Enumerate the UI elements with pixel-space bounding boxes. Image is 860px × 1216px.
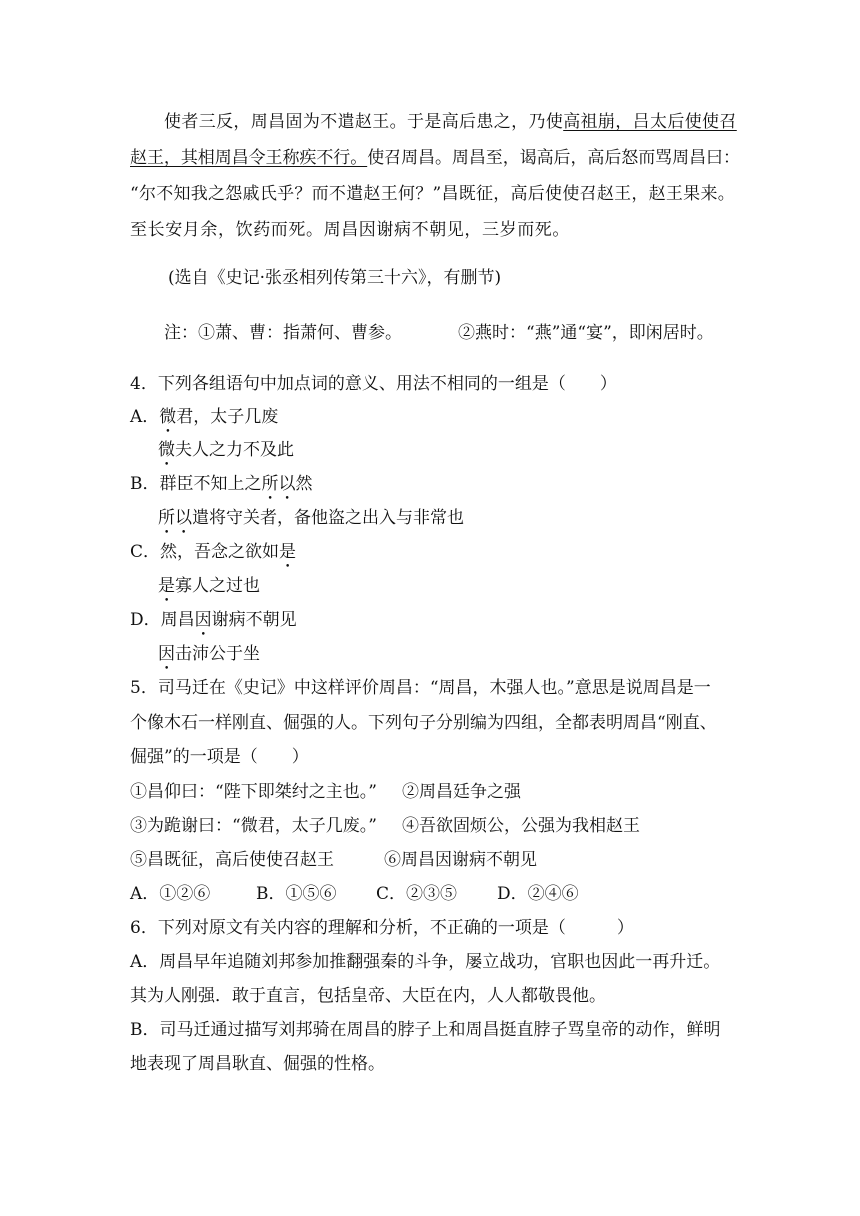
q5-item-4: ④吾欲固烦公，公强为我相赵王 [402,816,640,836]
source-citation: (选自《史记·张丞相列传第三十六》，有删节) [168,268,502,288]
underlined-sentence: 高祖崩，吕太后使使召 [563,112,737,132]
dotted-word: 是 [158,576,175,596]
q6-option-a-line2: 其为人刚强．敢于直言，包括皇帝、大臣在内，人人都敬畏他。 [130,986,606,1006]
underlined-sentence: 赵王，其相周昌令王称疾不行。 [130,148,368,168]
q5-item-1: ①昌仰曰：“陛下即桀纣之主也。” [130,782,377,802]
q4-option-c-line2: 是寡人之过也 [158,576,260,596]
passage-line-1 [164,110,737,134]
passage-text: 使召周昌。周昌至，谒高后，高后怒而骂周昌曰： [367,148,740,168]
dotted-word: 微 [158,440,175,460]
q5-item-5: ⑤昌既征，高后使使召赵王 [130,850,334,870]
q5-item-6: ⑥周昌因谢病不朝见 [384,850,537,870]
q5-stem-line3: 倔强”的一项是（ ） [130,747,309,767]
dotted-word: 所以 [261,474,296,494]
q4-stem: 4．下列各组语句中加点词的意义、用法不相同的一组是（ ） [130,374,617,394]
q4-option-c-line1: C．然，吾念之欲如是 [130,542,297,562]
dotted-word: 因 [194,610,212,630]
q5-item-3: ③为跪谢曰：“微君，太子几废。” [130,816,377,836]
q5-stem-line2: 个像木石一样刚直、倔强的人。下列句子分别编为四组，全都表明周昌“刚直、 [130,713,717,733]
q4-option-b-line1: B．群臣不知上之所以然 [130,474,313,494]
q4-option-b-line2: 所以遣将守关者，备他盗之出入与非常也 [158,508,464,528]
q4-option-a-line1: A．微君，太子几废 [130,407,279,427]
q5-item-2: ②周昌廷争之强 [402,782,521,802]
q6-option-a-line1: A．周昌早年追随刘邦参加推翻强秦的斗争，屡立战功，官职也因此一再升迁。 [130,952,721,972]
dotted-word: 是 [279,542,297,562]
q5-option-b: B．①⑤⑥ [256,884,337,904]
note-2: ②燕时：“燕”通“宴”，即闲居时。 [458,323,714,343]
passage-line-3: “尔不知我之怨戚氏乎？而不遣赵王何？”昌既征，高后使使召赵王，赵王果来。 [130,184,735,204]
passage-text: 使者三反，周昌固为不遣赵王。于是高后患之，乃使 [164,112,564,132]
q4-option-d-line1: D．周昌因谢病不朝见 [130,610,297,630]
q6-option-b-line2: 地表现了周昌耿直、倔强的性格。 [130,1054,385,1074]
q5-stem-line1: 5．司马迁在《史记》中这样评价周昌：“周昌，木强人也。”意思是说周昌是一 [130,678,711,698]
passage-line-2 [130,146,740,170]
dotted-word: 因 [158,644,175,664]
q5-option-c: C．②③⑤ [376,884,458,904]
q5-option-d: D．②④⑥ [497,884,579,904]
q5-option-a: A．①②⑥ [130,884,211,904]
passage-line-4: 至长安月余，饮药而死。周昌因谢病不朝见，三岁而死。 [130,220,570,240]
q4-option-a-line2: 微夫人之力不及此 [158,440,294,460]
dotted-word: 所以 [158,508,192,528]
q4-option-d-line2: 因击沛公于坐 [158,644,260,664]
note-1: 注：①萧、曹：指萧何、曹参。 [164,323,402,343]
q6-stem: 6．下列对原文有关内容的理解和分析，不正确的一项是（ ） [130,918,634,938]
dotted-word: 微 [159,407,177,427]
q6-option-b-line1: B．司马迁通过描写刘邦骑在周昌的脖子上和周昌挺直脖子骂皇帝的动作，鲜明 [130,1020,721,1040]
